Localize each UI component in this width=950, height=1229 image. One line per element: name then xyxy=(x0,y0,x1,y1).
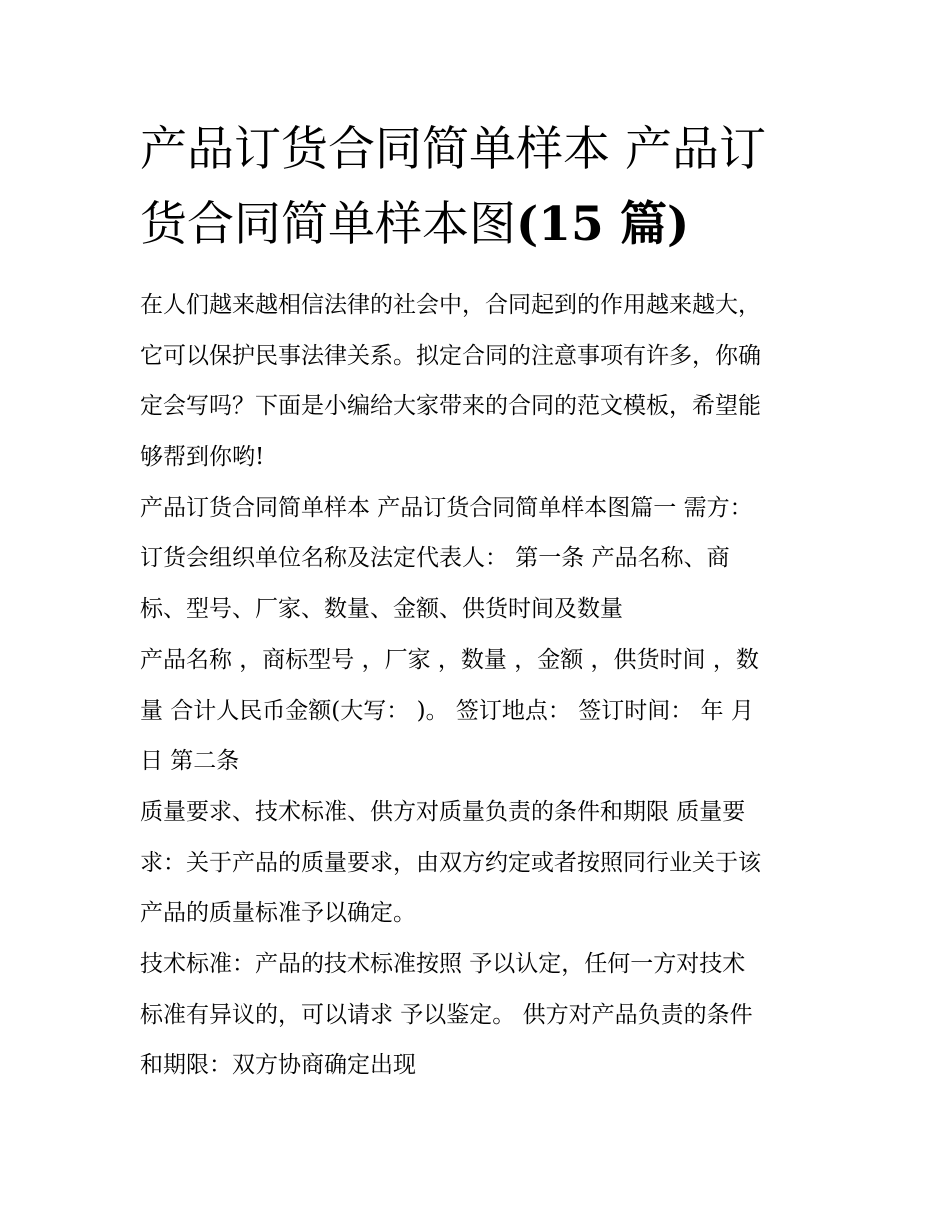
title-line-2-text: 货合同简单样本图 xyxy=(140,197,516,252)
title-count: (15 篇) xyxy=(516,197,690,252)
body-line: 产品名称 ，商标型号 ，厂家 ，数量 ，金额 ，供货时间 ，数 xyxy=(140,646,759,673)
body-line: 产品订货合同简单样本 产品订货合同简单样本图篇一 需方： xyxy=(140,494,753,521)
body-line: 标、型号、厂家、数量、金额、供货时间及数量 xyxy=(140,596,623,623)
document-title xyxy=(140,112,812,262)
title-line-2 xyxy=(140,187,812,262)
title-line-1: 产品订货合同简单样本 产品订 xyxy=(140,122,766,177)
body-line: 产品的质量标准予以确定。 xyxy=(140,900,416,927)
body-line: 它可以保护民事法律关系。拟定合同的注意事项有许多，你确 xyxy=(140,342,761,369)
body-line: 和期限：双方协商确定出现 xyxy=(140,1052,416,1079)
body-line: 订货会组织单位名称及法定代表人： 第一条 产品名称、商 xyxy=(140,545,730,572)
body-line: 够帮到你哟! xyxy=(140,444,265,471)
document-page xyxy=(140,112,812,1091)
body-line: 在人们越来越相信法律的社会中，合同起到的作用越来越大， xyxy=(140,292,761,318)
body-line: 标准有异议的，可以请求 予以鉴定。 供方对产品负责的条件 xyxy=(140,1001,753,1028)
body-line: 定会写吗？下面是小编给大家带来的合同的范文模板，希望能 xyxy=(140,393,761,420)
body-line: 技术标准：产品的技术标准按照 予以认定，任何一方对技术 xyxy=(140,950,746,977)
body-line: 量 合计人民币金额(大写： )。 签订地点： 签订时间： 年 月 xyxy=(140,697,754,724)
body-line: 求：关于产品的质量要求，由双方约定或者按照同行业关于该 xyxy=(140,849,761,876)
body-line: 质量要求、技术标准、供方对质量负责的条件和期限 质量要 xyxy=(140,798,746,825)
body-line: 日 第二条 xyxy=(140,748,240,775)
document-body xyxy=(140,280,812,1091)
